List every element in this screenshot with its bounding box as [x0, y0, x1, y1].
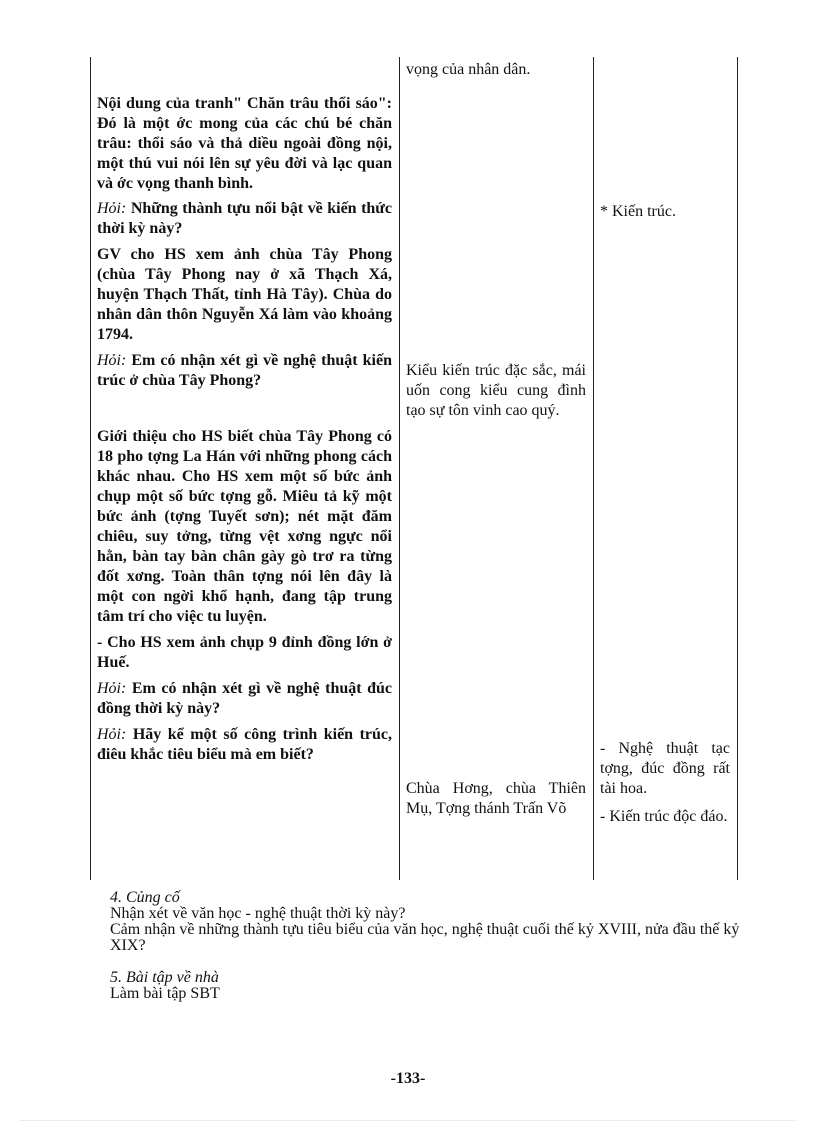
note-sculpture: - Nghệ thuật tạc tợng, đúc đồng rất tài hoa.	[600, 740, 730, 797]
consolidation-line-2: Cảm nhận về những thành tựu tiêu biểu của văn học, nghệ thuật cuối thế kỷ XVIII, nửa đầu thế kỷ XIX?	[110, 921, 740, 954]
paragraph-tay-phong: GV cho HS xem ảnh chùa Tây Phong (chùa Tây Phong nay ở xã Thạch Xá, huyện Thạch Thất, tỉnh Hà Tây). Chùa do nhân dân thôn Nguyễn Xá làm vào khoảng 1794.	[97, 246, 392, 343]
question-text: Những thành tựu nổi bật về kiến thức thời kỳ này?	[97, 200, 392, 237]
section-4-title: 4. Củng cố	[110, 889, 180, 906]
note-architecture: - Kiến trúc độc đáo.	[600, 808, 728, 825]
section-consolidation	[110, 890, 760, 954]
consolidation-line-1: Nhận xét về văn học - nghệ thuật thời kỳ này?	[110, 905, 406, 922]
question-bronze-casting	[97, 679, 392, 719]
content-column	[600, 60, 730, 827]
table-border-col1	[399, 57, 400, 880]
question-label: Hỏi:	[97, 726, 127, 743]
page-number: -133-	[390, 1070, 426, 1087]
question-label: Hỏi:	[97, 200, 127, 217]
question-architecture	[97, 351, 392, 391]
section-homework	[110, 970, 760, 1002]
section-5-title: 5. Bài tập về nhà	[110, 969, 219, 986]
table-border-left	[90, 57, 91, 880]
question-label: Hỏi:	[97, 680, 127, 697]
question-achievements	[97, 199, 392, 239]
question-text: Em có nhận xét gì về nghệ thuật kiến trúc ở chùa Tây Phong?	[97, 352, 392, 389]
question-label: Hỏi:	[97, 352, 127, 369]
page-bottom-divider	[20, 1120, 796, 1121]
homework-line-1: Làm bài tập SBT	[110, 985, 220, 1002]
table-border-col2	[593, 57, 594, 880]
question-works	[97, 725, 392, 765]
student-activity-column	[406, 60, 586, 819]
teacher-activity-column	[97, 60, 392, 765]
question-text: Em có nhận xét gì về nghệ thuật đúc đồng thời kỳ này?	[97, 680, 392, 717]
question-text: Hãy kể một số công trình kiến trúc, điêu khắc tiêu biểu mà em biết?	[97, 726, 392, 763]
answer-aspiration: vọng của nhân dân.	[406, 61, 531, 78]
answer-architecture: Kiểu kiến trúc đặc sắc, mái uốn cong kiểu cung đình tạo sự tôn vinh cao quý.	[406, 362, 586, 419]
paragraph-painting: Nội dung của tranh" Chăn trâu thổi sáo": Đó là một ớc mong của các chú bé chăn trâu: thổi sáo và thả diều ngoài đồng nội, một thú vui nói lên sự yêu đời và lạc quan và ớc vọng thanh bình.	[97, 95, 392, 192]
paragraph-statues: Giới thiệu cho HS biết chùa Tây Phong có 18 pho tợng La Hán với những phong cách khác nhau. Cho HS xem một số bức ảnh chụp một số bức tợng gỗ. Miêu tả kỹ một bức ảnh (tợng Tuyết sơn); nét mặt đăm chiêu, suy tởng, từng vệt xơng ngực nổi hằn, bàn tay bàn chân gày gò trơ ra từng đốt xơng. Toàn thân tợng nói lên đây là một con ngời khổ hạnh, đang tập trung tâm trí cho việc tu luyện.	[97, 428, 392, 625]
table-border-right	[737, 57, 738, 880]
heading-architecture: * Kiến trúc.	[600, 203, 676, 220]
answer-works: Chùa Hơng, chùa Thiên Mụ, Tợng thánh Trấn Võ	[406, 780, 586, 817]
paragraph-bronze-urns: - Cho HS xem ảnh chụp 9 đỉnh đồng lớn ở Huế.	[97, 634, 392, 671]
